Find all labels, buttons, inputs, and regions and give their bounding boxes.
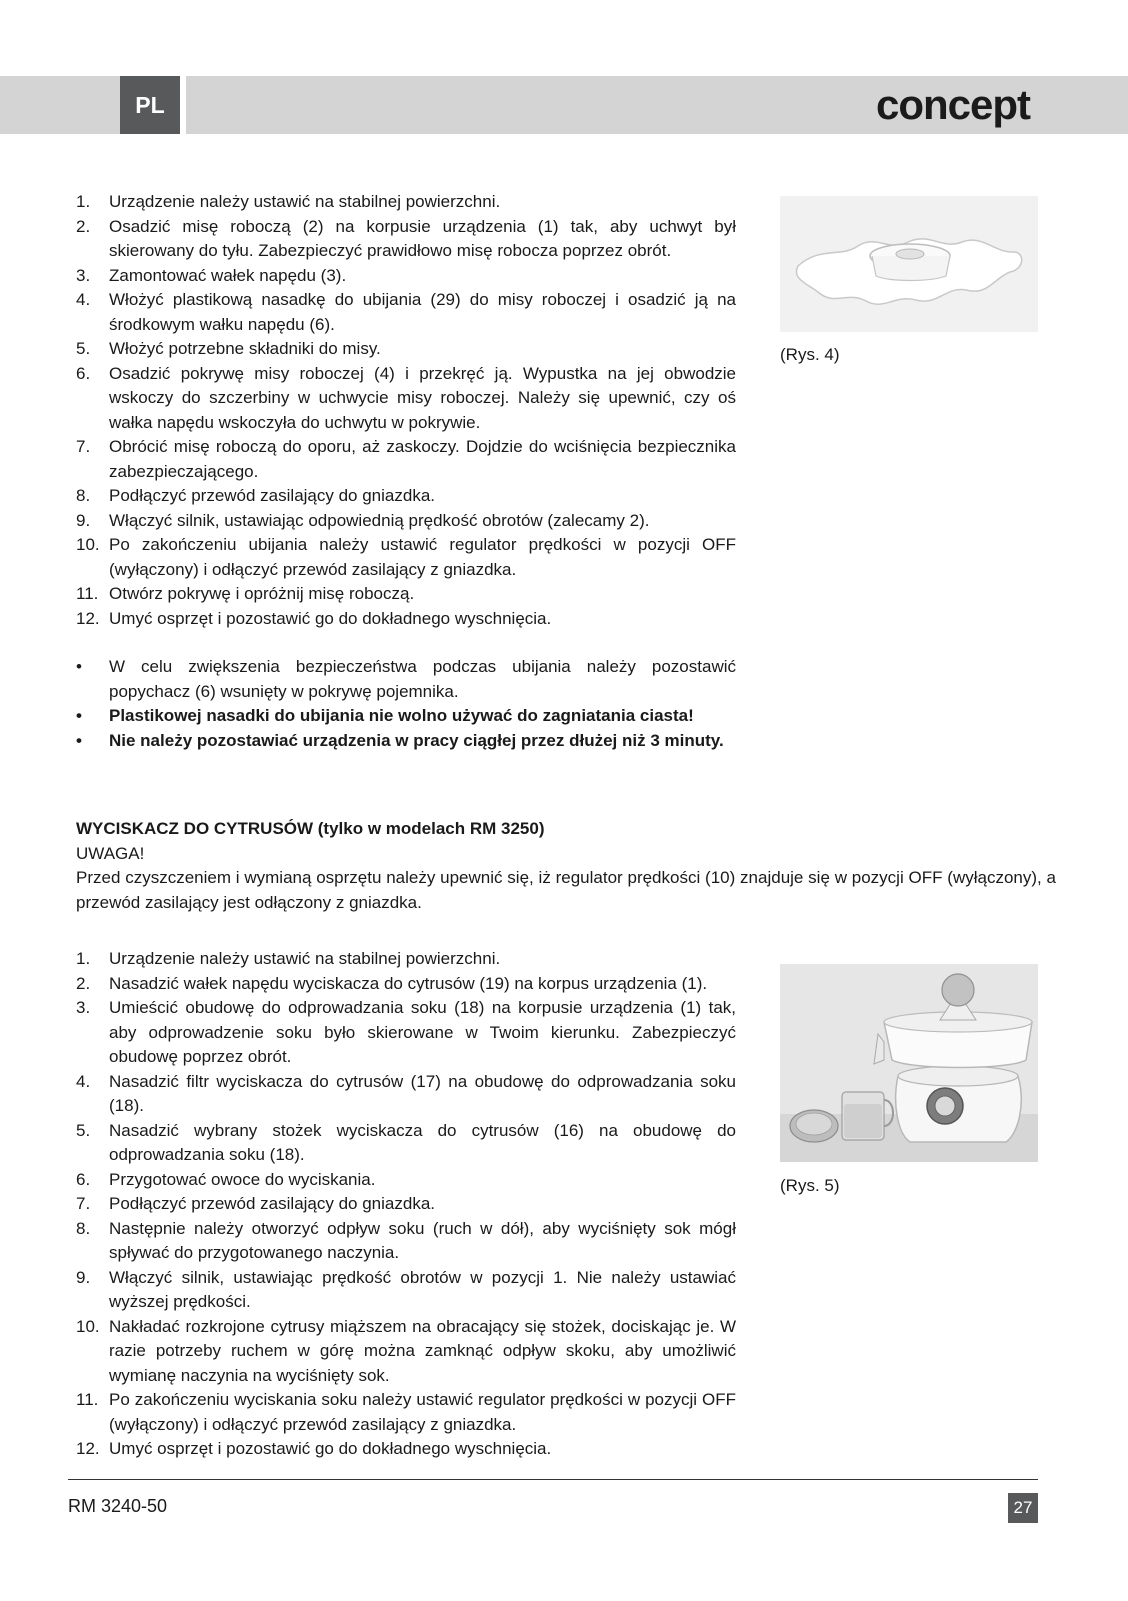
list-item: 8. Następnie należy otworzyć odpływ soku (ruch w dół), aby wyciśnięty sok mógł spływać do przygotowanego naczynia. [76,1218,736,1262]
section1-steps [76,190,736,631]
list-item: 9. Włączyć silnik, ustawiając prędkość obrotów w pozycji 1. Nie należy ustawiać wyższej prędkości. [76,1267,736,1311]
warning-item: • Plastikowej nasadki do ubijania nie wolno używać do zagniatania ciasta! [76,706,694,725]
note-item: • W celu zwiększenia bezpieczeństwa podczas ubijania należy pozostawić popychacz (6) wsunięty w pokrywę pojemnika. [76,657,736,701]
list-item: 7. Obrócić misę roboczą do oporu, aż zaskoczy. Dojdzie do wciśnięcia bezpiecznika zabezpieczającego. [76,437,736,481]
list-item: 7. Podłączyć przewód zasilający do gniazdka. [76,1194,436,1213]
brand-logo: concept [875,81,1030,128]
warning-item: • Nie należy pozostawiać urządzenia w pracy ciągłej przez dłużej niż 3 minuty. [76,730,724,750]
list-item: 9. Włączyć silnik, ustawiając odpowiednią prędkość obrotów (zalecamy 2). [76,510,650,530]
footer-divider [68,1479,1038,1480]
list-item: 6. Przygotować owoce do wyciskania. [76,1169,376,1189]
section2-intro [76,817,1056,915]
header-divider [180,76,186,134]
page-number: 27 [1008,1493,1038,1523]
model-number: RM 3240-50 [68,1496,168,1516]
list-item: 5. Nasadzić wybrany stożek wyciskacza do cytrusów (16) na obudowę do odprowadzania soku (18). [76,1120,736,1164]
list-item: 5. Włożyć potrzebne składniki do misy. [76,339,381,358]
figure-caption: (Rys. 5) [780,1176,840,1195]
list-item: 8. Podłączyć przewód zasilający do gniazdka. [76,486,436,505]
list-item: 4. Włożyć plastikową nasadkę do ubijania (29) do misy roboczej i osadzić ją na środkowym wałku napędu (6). [76,290,736,334]
section-title: WYCISKACZ DO CYTRUSÓW (tylko w modelach RM 3250) [76,819,545,838]
list-item: 1. Urządzenie należy ustawić na stabilnej powierzchni. [76,192,501,211]
citrus-juicer-image [780,964,1038,1162]
list-item: 2. Osadzić misę roboczą (2) na korpusie urządzenia (1) tak, aby uchwyt był skierowany do tyłu. Zabezpieczyć prawidłowo misę robocza poprzez obrót. [76,216,736,260]
list-item: 12. Umyć osprzęt i pozostawić go do dokładnego wyschnięcia. [76,1439,552,1458]
warning-text: Przed czyszczeniem i wymianą osprzętu należy upewnić się, iż regulator prędkości (10) znajduje się w pozycji OFF (wyłączony), a przewód zasilający jest odłączony z gniazdka. [76,868,1056,912]
list-item: 4. Nasadzić filtr wyciskacza do cytrusów (17) na obudowę do odprowadzania soku (18). [76,1071,736,1115]
list-item: 10. Nakładać rozkrojone cytrusy miąższem na obracający się stożek, dociskając je. W razie potrzeby ruchem w górę można zamknąć odpływ skoku, aby umożliwić wymianę naczynia na wyciśnięty sok. [76,1316,736,1385]
whisk-attachment-image [780,196,1038,332]
list-item: 3. Umieścić obudowę do odprowadzania soku (18) na korpusie urządzenia (1) tak, aby odprowadzenie soku było skierowane w Twoim kierunku. Zabezpieczyć obudowę poprzez obrót. [76,998,736,1066]
figure-whisk-attachment [780,196,1038,332]
list-item: 10. Po zakończeniu ubijania należy ustawić regulator prędkości w pozycji OFF (wyłączony) i odłączyć przewód zasilający z gniazdka. [76,535,736,579]
figure-caption: (Rys. 4) [780,345,840,364]
list-item: 2. Nasadzić wałek napędu wyciskacza do cytrusów (19) na korpus urządzenia (1). [76,973,708,993]
language-badge: PL [120,76,180,134]
list-item: 1. Urządzenie należy ustawić na stabilnej powierzchni. [76,949,501,968]
list-item: 3. Zamontować wałek napędu (3). [76,265,347,285]
list-item: 12. Umyć osprzęt i pozostawić go do dokładnego wyschnięcia. [76,608,552,628]
list-item: 6. Osadzić pokrywę misy roboczej (4) i przekręć ją. Wypustka na jej obwodzie wskoczy do szczerbiny w uchwycie misy roboczej. Należy się upewnić, czy oś wałka napędu wskoczyła do uchwytu w pokrywie. [76,363,736,432]
list-item: 11. Otwórz pokrywę i opróżnij misę roboczą. [76,584,415,603]
warning-label: UWAGA! [76,843,145,863]
section1-notes [76,655,736,753]
figure-citrus-juicer [780,964,1038,1162]
list-item: 11. Po zakończeniu wyciskania soku należy ustawić regulator prędkości w pozycji OFF (wyłączony) i odłączyć przewód zasilający z gniazdka. [76,1390,736,1434]
section2-steps [76,947,736,1462]
